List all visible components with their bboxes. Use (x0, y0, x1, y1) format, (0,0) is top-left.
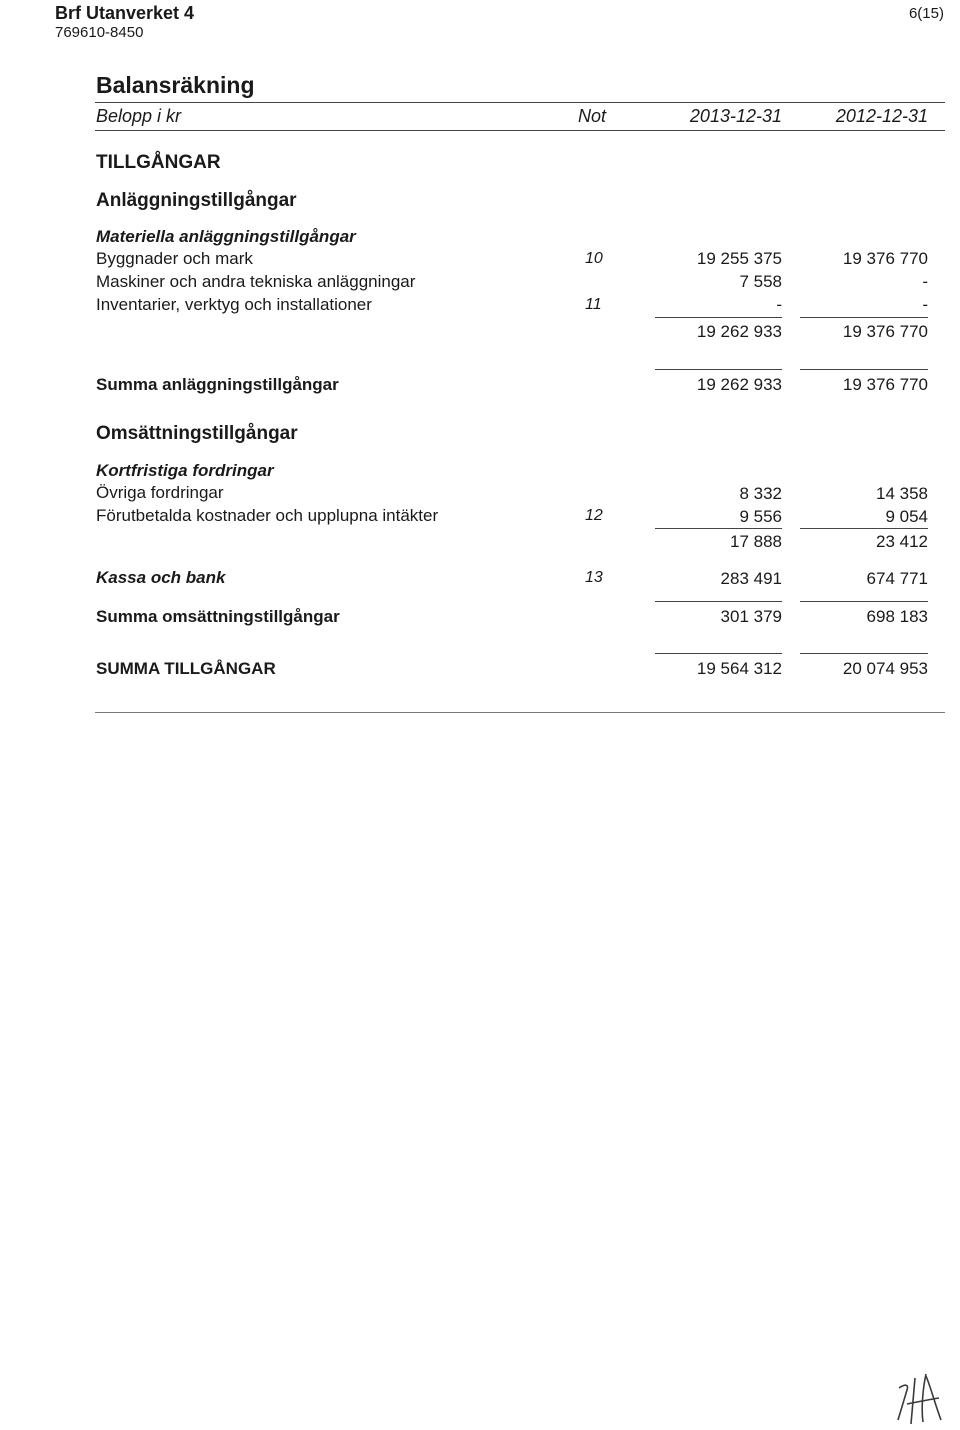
row-value-2013-machinery: 7 558 (739, 272, 782, 291)
grand-total-label: SUMMA TILLGÅNGAR (96, 659, 276, 678)
row-note-equipment: 11 (585, 296, 602, 313)
row-value-2012-buildings: 19 376 770 (842, 249, 928, 268)
year2-column-header: 2012-12-31 (835, 106, 928, 126)
row-note-cash: 13 (585, 569, 603, 586)
subheading-receivables: Kortfristiga fordringar (96, 461, 274, 480)
total-rule-2012 (800, 369, 928, 370)
row-value-2013-equipment: - (776, 295, 782, 314)
row-value-2012-prepaid: 9 054 (885, 507, 928, 526)
total-2012-fixed-assets: 19 376 770 (842, 375, 928, 394)
row-value-2013-prepaid: 9 556 (739, 507, 782, 526)
organization-name: Brf Utanverket 4 (55, 3, 195, 23)
current-total-rule-2012 (800, 601, 928, 602)
row-note-prepaid: 12 (585, 507, 603, 524)
subtotal-rule-2012 (800, 317, 928, 318)
grand-total-2012: 20 074 953 (842, 659, 928, 678)
subtotal-2013-receivables: 17 888 (730, 532, 782, 551)
row-note-buildings: 10 (585, 250, 603, 267)
current-total-rule-2013 (655, 601, 782, 602)
heading-current-assets: Omsättningstillgångar (96, 423, 298, 444)
row-value-2013-buildings: 19 255 375 (696, 249, 782, 268)
subtotal-rule-2013 (655, 317, 782, 318)
row-label-other-receivables: Övriga fordringar (96, 483, 224, 502)
note-column-header: Not (578, 106, 607, 126)
grand-total-2013: 19 564 312 (696, 659, 782, 678)
total-rule-2013 (655, 369, 782, 370)
heading-fixed-assets: Anläggningstillgångar (96, 190, 297, 211)
header-rule (95, 130, 945, 131)
row-value-2012-cash: 674 771 (866, 569, 928, 588)
total-label-current-assets: Summa omsättningstillgångar (96, 607, 340, 626)
section-heading-assets: TILLGÅNGAR (96, 152, 221, 173)
subtotal-2013-tangible: 19 262 933 (696, 322, 782, 341)
total-2012-current-assets: 698 183 (866, 607, 928, 626)
page-number: 6(15) (908, 5, 944, 22)
handwritten-initials-signature (893, 1368, 945, 1426)
title-rule (95, 102, 945, 103)
row-value-2012-machinery: - (922, 272, 928, 291)
receivables-rule-2013 (655, 528, 782, 529)
footer-rule (95, 712, 945, 713)
row-label-prepaid: Förutbetalda kostnader och upplupna intäkter (96, 506, 439, 525)
subheading-tangible-assets: Materiella anläggningstillgångar (96, 227, 356, 246)
total-2013-fixed-assets: 19 262 933 (696, 375, 782, 394)
row-value-2012-equipment: - (922, 295, 928, 314)
total-2013-current-assets: 301 379 (720, 607, 782, 626)
amount-unit-header: Belopp i kr (96, 106, 182, 126)
grand-total-rule-2012 (800, 653, 928, 654)
organization-number: 769610-8450 (55, 24, 144, 41)
row-label-cash: Kassa och bank (96, 568, 226, 587)
row-value-2013-cash: 283 491 (720, 569, 782, 588)
row-value-2013-other-receivables: 8 332 (739, 484, 782, 503)
row-value-2012-other-receivables: 14 358 (876, 484, 928, 503)
subtotal-2012-tangible: 19 376 770 (842, 322, 928, 341)
grand-total-rule-2013 (655, 653, 782, 654)
document-title: Balansräkning (96, 72, 255, 98)
row-label-equipment: Inventarier, verktyg och installationer (96, 295, 372, 314)
total-label-fixed-assets: Summa anläggningstillgångar (96, 375, 339, 394)
row-label-buildings: Byggnader och mark (96, 249, 253, 268)
row-label-machinery: Maskiner och andra tekniska anläggningar (96, 272, 416, 291)
year1-column-header: 2013-12-31 (689, 106, 782, 126)
receivables-rule-2012 (800, 528, 928, 529)
subtotal-2012-receivables: 23 412 (876, 532, 928, 551)
